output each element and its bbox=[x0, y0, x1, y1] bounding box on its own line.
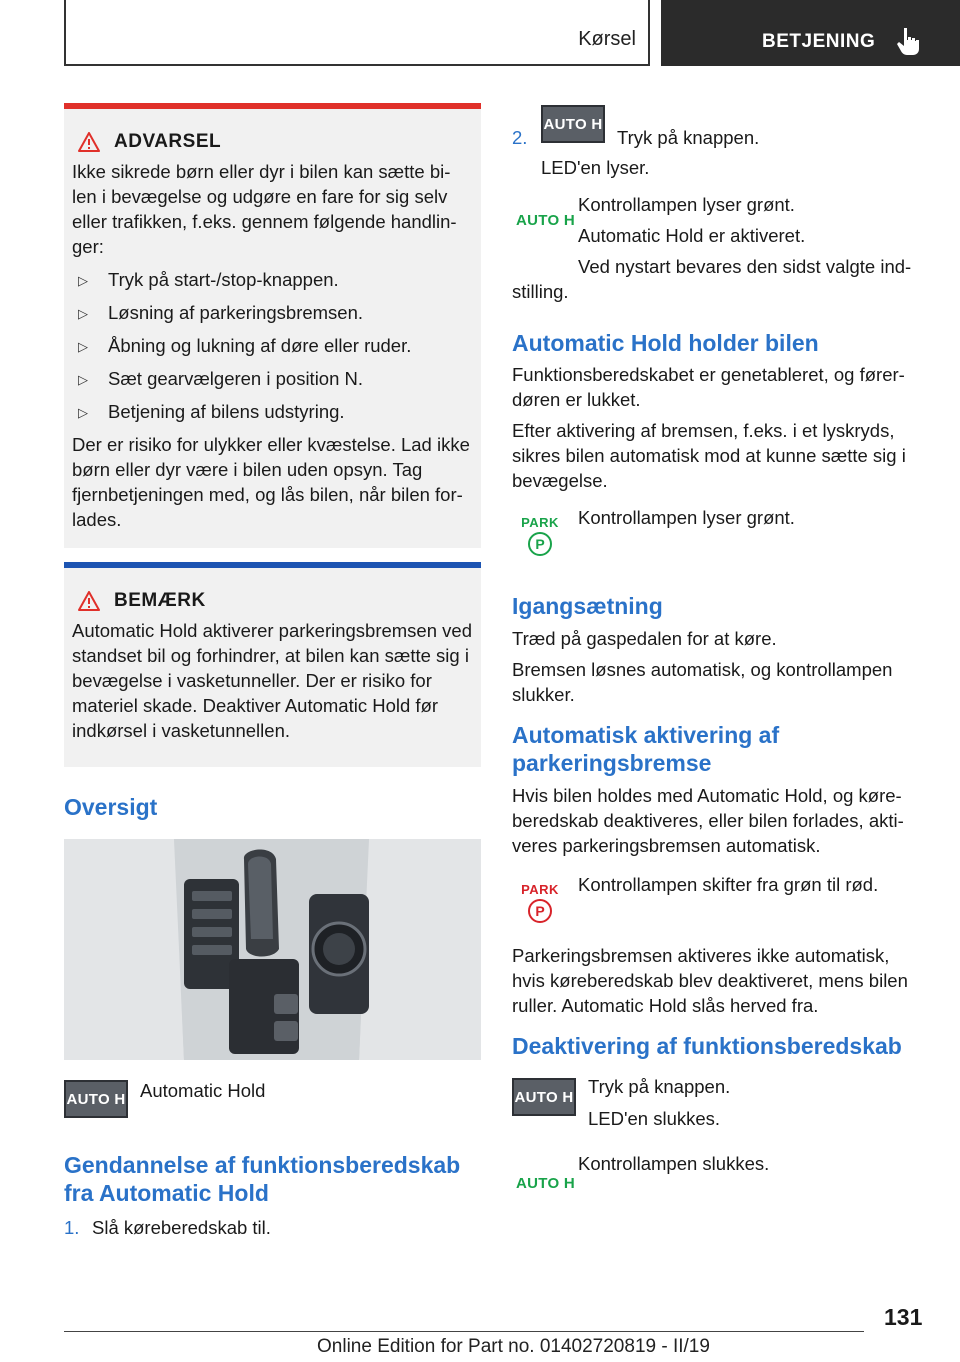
left-column bbox=[64, 103, 481, 1240]
step-text: Slå køreberedskab til. bbox=[92, 1217, 271, 1238]
park-brake-lamp-red-icon: PARK P bbox=[520, 883, 560, 923]
bullet-triangle-icon: ▷ bbox=[78, 273, 88, 288]
chapter-tab-label: BETJENING bbox=[762, 31, 876, 52]
section-frame bbox=[64, 0, 650, 66]
page-header bbox=[0, 0, 960, 66]
list-item: ▷ Tryk på start-/stop-knappen. bbox=[72, 267, 473, 293]
warning-box bbox=[64, 103, 481, 548]
lamp-line: Automatic Hold er aktiveret. bbox=[578, 225, 806, 246]
bullet-triangle-icon: ▷ bbox=[78, 405, 88, 420]
lamp-line: Kontrollampen lyser grønt. bbox=[578, 194, 795, 215]
page-number: 131 bbox=[884, 1304, 923, 1330]
list-item: ▷ Løsning af parkeringsbremsen. bbox=[72, 300, 473, 326]
note-box bbox=[64, 562, 481, 767]
auto-hold-button[interactable]: AUTO H bbox=[64, 1080, 128, 1118]
hold-paragraph-2: Efter aktivering af bremsen, f.eks. i et lyskryds, sikres bilen automatisk mod at kunne sætte sig i bevægelse. bbox=[512, 420, 906, 491]
note-text: Automatic Hold aktiverer parkeringsbremsen ved standset bil og forhindrer, at bilen kan sætte sig i bevægelse i vasketunneller. Der er risiko for materiel skade. Deaktiver Automatic Hold før indkørsel i vasketunnellen. bbox=[72, 620, 472, 741]
auto-hold-off-row bbox=[512, 1151, 924, 1193]
note-title bbox=[78, 590, 473, 612]
warning-bullet-list bbox=[72, 267, 473, 425]
park-red-text: Kontrollampen skifter fra grøn til rød. bbox=[578, 874, 879, 895]
warning-title-text: ADVARSEL bbox=[114, 131, 222, 152]
console-illustration bbox=[64, 839, 481, 1060]
overview-heading: Oversigt bbox=[64, 794, 158, 820]
deactivate-line-1: Tryk på knappen. bbox=[588, 1076, 731, 1097]
park-red-row bbox=[512, 872, 924, 923]
deactivate-heading: Deaktivering af funktionsberedskab bbox=[512, 1033, 902, 1059]
warning-triangle-icon bbox=[78, 132, 100, 152]
chapter-tab[interactable] bbox=[661, 0, 960, 66]
edition-text: Online Edition for Part no. 01402720819 - II/19 bbox=[317, 1336, 710, 1357]
lamp-off-text: Kontrollampen slukkes. bbox=[578, 1153, 770, 1174]
hold-heading: Automatic Hold holder bilen bbox=[512, 330, 819, 356]
auto-park-paragraph-2: Parkeringsbremsen aktiveres ikke automatisk, hvis køreberedskab blev deaktiveret, mens bilen ruller. Automatic Hold slås herved fra. bbox=[512, 945, 908, 1016]
footer-divider bbox=[64, 1331, 864, 1332]
start-paragraph-2: Bremsen løsnes automatisk, og kontrollampen slukker. bbox=[512, 659, 893, 705]
auto-park-heading: Automatisk aktivering af parkeringsbremse bbox=[512, 722, 780, 776]
start-paragraph-1: Træd på gaspedalen for at køre. bbox=[512, 628, 777, 649]
auto-hold-caption-row bbox=[64, 1080, 481, 1118]
start-heading: Igangsætning bbox=[512, 593, 663, 619]
auto-park-paragraph-1: Hvis bilen holdes med Automatic Hold, og køre-beredskab deaktiveres, eller bilen forlades, akti-veres parkeringsbremsen automatisk. bbox=[512, 785, 904, 856]
restore-step-2 bbox=[512, 103, 924, 150]
warning-title bbox=[78, 131, 473, 153]
lamp-line-tail: stilling. bbox=[512, 281, 569, 302]
park-green-row bbox=[512, 505, 924, 556]
step-number: 2. bbox=[512, 127, 528, 148]
step-text: Tryk på knappen. bbox=[617, 127, 760, 148]
list-item: ▷ Sæt gearvælgeren i position N. bbox=[72, 366, 473, 392]
warning-outro: Der er risiko for ulykker eller kvæstelse. Lad ikke børn eller dyr være i bilen uden opsyn. Tag fjernbetjeningen med, og lås bilen, når bilen for-lades. bbox=[72, 434, 470, 530]
center-console-photo bbox=[64, 839, 481, 1060]
restore-heading: Gendannelse af funktionsberedskab fra Automatic Hold bbox=[64, 1152, 461, 1206]
auto-hold-lamp-icon: AUTO H bbox=[516, 212, 576, 229]
hold-paragraph-1: Funktionsberedskabet er genetableret, og fører-døren er lukket. bbox=[512, 364, 905, 410]
deactivate-line-2: LED'en slukkes. bbox=[588, 1108, 721, 1129]
hand-pointer-icon bbox=[895, 26, 923, 56]
lamp-line: Ved nystart bevares den sidst valgte ind- bbox=[578, 256, 912, 277]
auto-hold-lamp-lines bbox=[578, 192, 911, 279]
park-brake-lamp-green-icon: PARK P bbox=[520, 516, 560, 556]
led-on-text: LED'en lyser. bbox=[541, 157, 650, 178]
bullet-triangle-icon: ▷ bbox=[78, 372, 88, 387]
park-green-text: Kontrollampen lyser grønt. bbox=[578, 507, 795, 528]
restore-step-1 bbox=[64, 1215, 481, 1240]
step-number: 1. bbox=[64, 1217, 80, 1238]
right-column bbox=[512, 103, 924, 1193]
caution-triangle-icon bbox=[78, 591, 100, 611]
auto-hold-lamp-off-icon: AUTO H bbox=[516, 1175, 576, 1192]
bullet-triangle-icon: ▷ bbox=[78, 306, 88, 321]
note-title-text: BEMÆRK bbox=[114, 590, 206, 611]
list-item: ▷ Betjening af bilens udstyring. bbox=[72, 399, 473, 425]
deactivate-button-row bbox=[512, 1074, 924, 1131]
list-item: ▷ Åbning og lukning af døre eller ruder. bbox=[72, 333, 473, 359]
auto-hold-caption: Automatic Hold bbox=[140, 1080, 266, 1101]
auto-hold-lamp-row bbox=[512, 192, 924, 279]
bullet-triangle-icon: ▷ bbox=[78, 339, 88, 354]
auto-hold-button-deactivate[interactable]: AUTO H bbox=[512, 1078, 576, 1116]
warning-intro: Ikke sikrede børn eller dyr i bilen kan sætte bi-len i bevægelse og udgøre en fare for sig selv eller trafikken, f.eks. gennem følgende handlin-ger: bbox=[72, 161, 457, 257]
section-title: Kørsel bbox=[578, 28, 636, 50]
auto-hold-button-inline[interactable]: AUTO H bbox=[541, 105, 605, 143]
